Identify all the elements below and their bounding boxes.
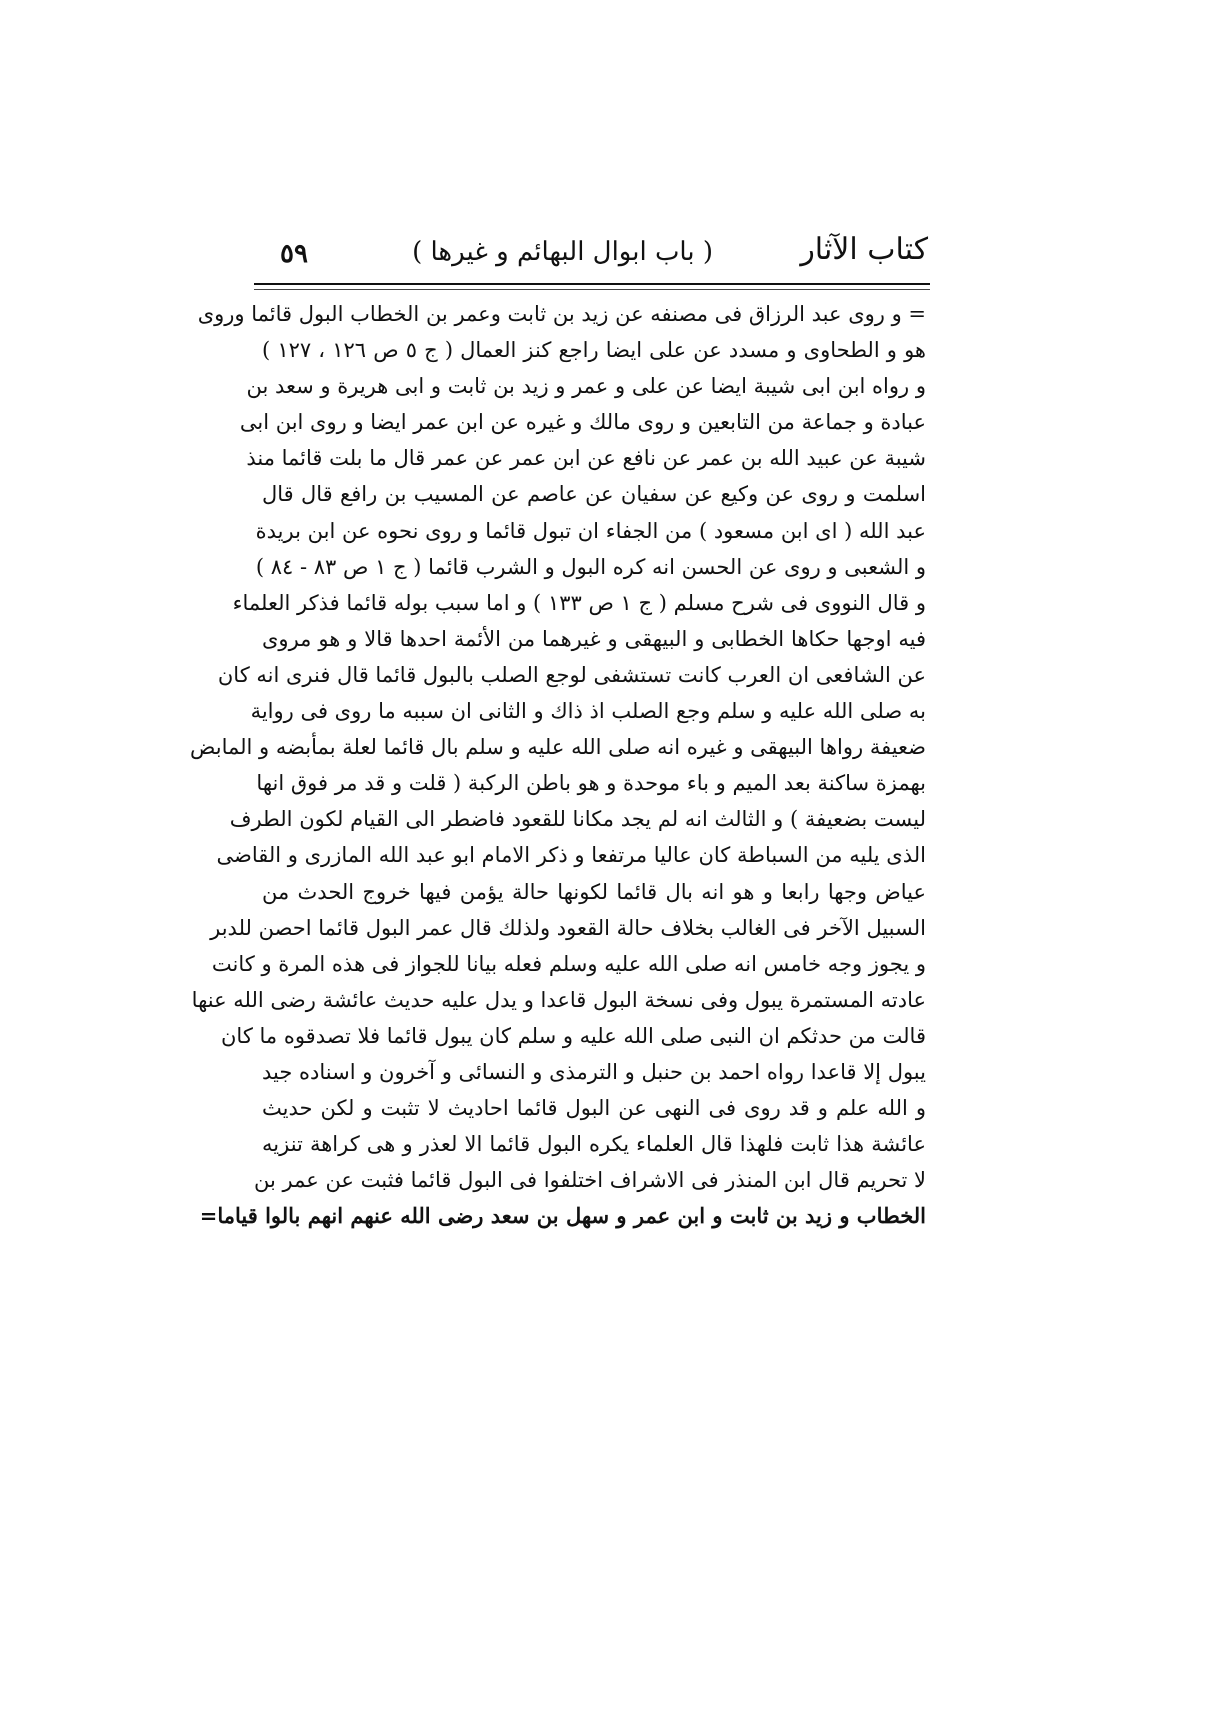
text-line: الذى يليه من السباطة كان عاليا مرتفعا و ذكر الامام ابو عبد الله المازرى و القاضى xyxy=(216,843,926,868)
text-line: به صلى الله عليه و سلم وجع الصلب اذ ذاك و الثانى ان سببه ما روى فى رواية xyxy=(250,699,926,724)
text-line: الخطاب و زيد بن ثابت و ابن عمر و سهل بن سعد رضى الله عنهم انهم بالوا قياما= xyxy=(199,1203,926,1229)
text-line: عبد الله ( اى ابن مسعود ) من الجفاء ان تبول قائما و روى نحوه عن ابن بريدة xyxy=(255,518,926,543)
text-line: عادته المستمرة يبول وفى نسخة البول قاعدا و يدل عليه حديث عائشة رضى الله عنها xyxy=(191,987,926,1012)
text-line: و يجوز وجه خامس انه صلى الله عليه وسلم فعله بيانا للجواز فى هذه المرة و كانت xyxy=(211,951,926,976)
text-line: عائشة هذا ثابت فلهذا قال العلماء يكره البول قائما الا لعذر و هى كراهة تنزيه xyxy=(262,1132,926,1157)
chapter-title: ( باب ابوال البهائم و غيرها ) xyxy=(412,237,713,267)
page-header xyxy=(268,228,928,280)
text-line: هو و الطحاوى و مسدد عن على ايضا راجع كنز العمال ( ج ٥ ص ١٢٦ ، ١٢٧ ) xyxy=(262,338,926,363)
text-line: فيه اوجها حكاها الخطابى و البيهقى و غيرهما من الأئمة احدها قالا و هو مروى xyxy=(262,626,926,651)
header-divider xyxy=(254,283,930,285)
text-line: عياض وجها رابعا و هو انه بال قائما لكونها حالة يؤمن فيها خروج الحدث من xyxy=(262,879,926,904)
book-title: كتاب الآثار xyxy=(800,232,928,267)
text-line: و الله علم و قد روى فى النهى عن البول قائما احاديث لا تثبت و لكن حديث xyxy=(262,1096,926,1121)
body-text xyxy=(190,296,926,1234)
text-line: و الشعبى و روى عن الحسن انه كره البول و الشرب قائما ( ج ١ ص ٨٣ - ٨٤ ) xyxy=(255,554,926,579)
text-line: يبول إلا قاعدا رواه احمد بن حنبل و الترمذى و النسائى و آخرون و اسناده جيد xyxy=(262,1059,926,1084)
text-line: و قال النووى فى شرح مسلم ( ج ١ ص ١٣٣ ) و اما سبب بوله قائما فذكر العلماء xyxy=(232,590,926,615)
text-line: السبيل الآخر فى الغالب بخلاف حالة القعود ولذلك قال عمر البول قائما احصن للدبر xyxy=(210,915,926,940)
text-line: و رواه ابن ابى شيبة ايضا عن على و عمر و زيد بن ثابت و ابى هريرة و سعد بن xyxy=(246,374,926,399)
text-line: عبادة و جماعة من التابعين و روى مالك و غيره عن ابن عمر ايضا و روى ابن ابى xyxy=(239,410,926,435)
text-line: بهمزة ساكنة بعد الميم و باء موحدة و هو باطن الركبة ( قلت و قد مر فوق انها xyxy=(256,771,926,796)
page-number: ٥٩ xyxy=(280,239,308,269)
text-line: ليست بضعيفة ) و الثالث انه لم يجد مكانا للقعود فاضطر الى القيام لكون الطرف xyxy=(229,807,926,832)
text-line: ضعيفة رواها البيهقى و غيره انه صلى الله عليه و سلم بال قائما لعلة بمأبضه و المابض xyxy=(190,735,926,760)
text-line: اسلمت و روى عن وكيع عن سفيان عن عاصم عن المسيب بن رافع قال قال xyxy=(262,482,926,507)
text-line: = و روى عبد الرزاق فى مصنفه عن زيد بن ثابت وعمر بن الخطاب البول قائما وروى xyxy=(197,302,926,326)
text-line: لا تحريم قال ابن المنذر فى الاشراف اختلفوا فى البول قائما فثبت عن عمر بن xyxy=(254,1168,926,1193)
header-divider-thin xyxy=(254,289,930,290)
text-line: شيبة عن عبيد الله بن عمر عن نافع عن ابن عمر عن عمر قال ما بلت قائما منذ xyxy=(246,446,926,471)
text-line: عن الشافعى ان العرب كانت تستشفى لوجع الصلب بالبول قائما قال فنرى انه كان xyxy=(217,662,926,687)
text-line: قالت من حدثكم ان النبى صلى الله عليه و سلم كان يبول قائما فلا تصدقوه ما كان xyxy=(221,1023,926,1048)
